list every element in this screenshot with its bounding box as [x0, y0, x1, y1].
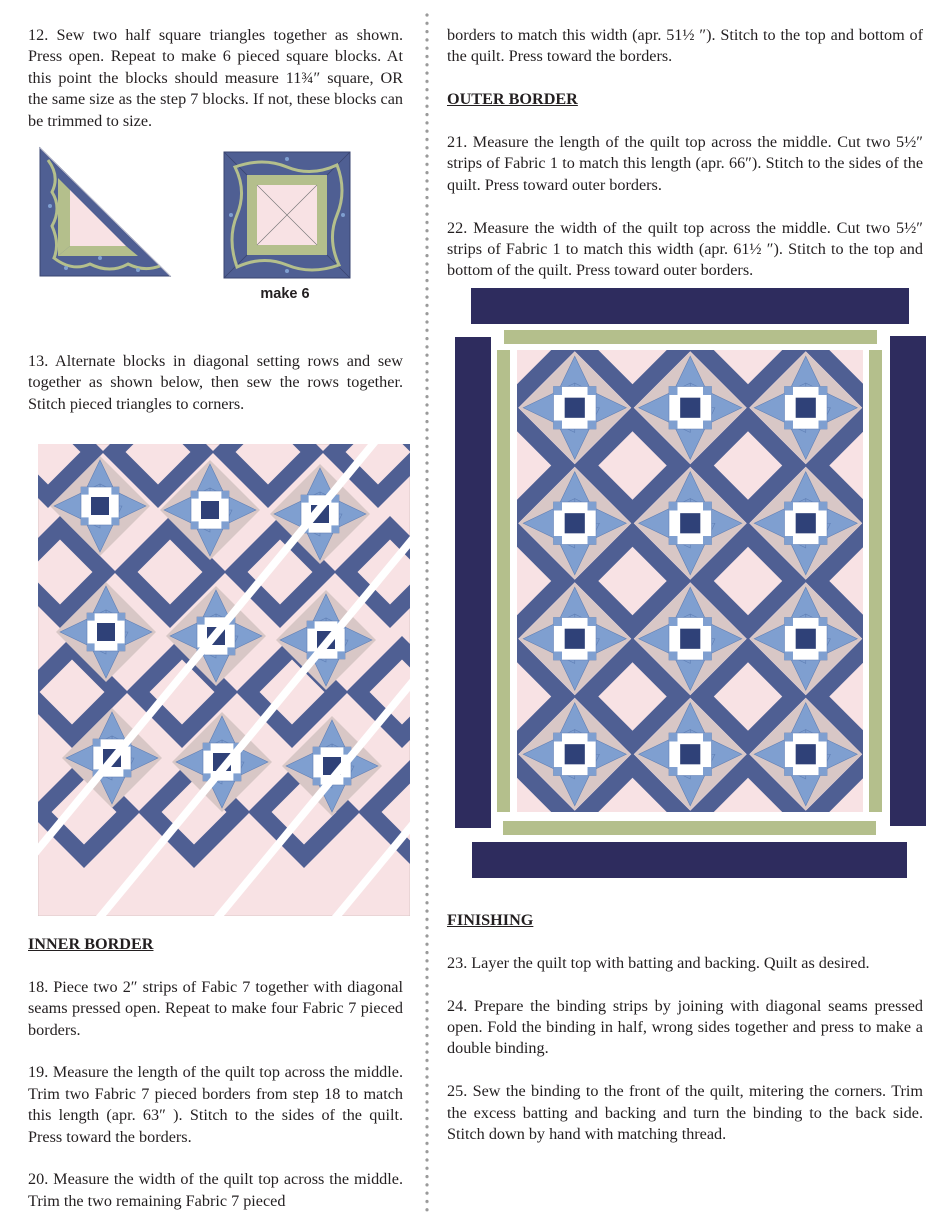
star-center [565, 513, 585, 533]
star-corner-square [703, 767, 712, 776]
inner-border-right [869, 350, 882, 812]
star-center [91, 497, 109, 515]
star-center [796, 744, 816, 764]
outer-border-bottom [472, 842, 907, 878]
outer-border-right [890, 336, 926, 826]
outer-border-left [455, 337, 491, 828]
star-corner-square [703, 733, 712, 742]
step-22: 22. Measure the width of the quilt top across the middle. Cut two 5½″ strips of Fabric 1 to match this width (apr. 61½ ″). Stitch to the top and bottom of the quilt. Press toward outer borders. [447, 218, 923, 280]
step-23: 23. Layer the quilt top with batting and backing. Quilt as desired. [447, 953, 870, 972]
star-corner-square [784, 386, 793, 395]
outer-border-heading: OUTER BORDER [447, 90, 578, 109]
inner-border-left [497, 350, 510, 812]
right-column [447, 25, 923, 282]
star-corner-square [553, 652, 562, 661]
finishing-section [447, 910, 923, 1145]
step-24: 24. Prepare the binding strips by joining with diagonal seams pressed open. Fold the binding in half, wrong sides together and press to make a double binding. [447, 996, 923, 1058]
star-corner-square [93, 739, 101, 747]
star-corner-square [784, 617, 793, 626]
star-corner-square [588, 421, 597, 430]
inner-border-section [28, 934, 403, 1212]
star-corner-square [191, 491, 199, 499]
star-corner-square [301, 495, 309, 503]
figure-label: make 6 [260, 286, 310, 302]
star-corner-square [703, 386, 712, 395]
star-center [97, 623, 115, 641]
star-corner-square [819, 536, 828, 545]
star-corner-square [819, 421, 828, 430]
star-corner-square [227, 647, 235, 655]
quilt-blocks [458, 291, 923, 871]
star-corner-square [703, 617, 712, 626]
star-center [680, 629, 700, 649]
star-corner-square [669, 536, 678, 545]
inner-border-bottom [503, 821, 876, 835]
star-corner-square [588, 652, 597, 661]
star-corner-square [819, 733, 828, 742]
step-18: 18. Piece two 2″ strips of Fabic 7 together with diagonal seams pressed open. Repeat to make four Fabric 7 pieced borders. [28, 977, 403, 1039]
star-corner-square [117, 613, 125, 621]
star-center [680, 513, 700, 533]
star-corner-square [111, 487, 119, 495]
left-column [28, 25, 403, 132]
star-corner-square [87, 613, 95, 621]
star-corner-square [784, 652, 793, 661]
star-corner-square [669, 502, 678, 511]
star-corner-square [669, 767, 678, 776]
step-20-continued: borders to match this width (apr. 51½ ″). Stitch to the top and bottom of the quilt. Press toward the borders. [447, 26, 923, 66]
star-corner-square [233, 773, 241, 781]
star-corner-square [819, 767, 828, 776]
star-corner-square [191, 521, 199, 529]
star-corner-square [784, 733, 793, 742]
star-center [680, 398, 700, 418]
star-corner-square [588, 733, 597, 742]
star-corner-square [703, 536, 712, 545]
star-corner-square [81, 487, 89, 495]
star-corner-square [123, 769, 131, 777]
star-center [201, 501, 219, 519]
star-corner-square [221, 521, 229, 529]
star-corner-square [307, 621, 315, 629]
star-corner-square [197, 617, 205, 625]
star-center [680, 744, 700, 764]
star-corner-square [117, 643, 125, 651]
star-corner-square [588, 386, 597, 395]
step-25: 25. Sew the binding to the front of the quilt, mitering the corners. Trim the excess batting and backing and turn the binding to the back side. Stitch down by hand with matching thread. [447, 1082, 923, 1144]
star-corner-square [313, 777, 321, 785]
star-corner-square [819, 386, 828, 395]
star-corner-square [588, 617, 597, 626]
star-corner-square [784, 502, 793, 511]
inner-border-heading: INNER BORDER [28, 935, 154, 953]
star-corner-square [588, 767, 597, 776]
step-19: 19. Measure the length of the quilt top across the middle. Trim two Fabric 7 pieced borders from step 18 to match this length (apr. 63″ ). Stitch to the sides of the quilt. Press toward the borders. [28, 1063, 403, 1146]
star-corner-square [553, 617, 562, 626]
star-corner-square [669, 421, 678, 430]
star-center [565, 744, 585, 764]
star-center [565, 629, 585, 649]
star-corner-square [588, 536, 597, 545]
star-corner-square [343, 777, 351, 785]
star-corner-square [203, 743, 211, 751]
star-corner-square [669, 386, 678, 395]
step-13-block [28, 351, 403, 415]
star-corner-square [81, 517, 89, 525]
star-corner-square [703, 652, 712, 661]
star-corner-square [784, 536, 793, 545]
star-corner-square [553, 502, 562, 511]
inner-border-top [504, 330, 877, 344]
star-corner-square [669, 733, 678, 742]
star-corner-square [553, 536, 562, 545]
star-corner-square [819, 617, 828, 626]
half-square-triangle-figure [38, 146, 172, 278]
star-corner-square [553, 386, 562, 395]
finishing-heading: FINISHING [447, 911, 534, 929]
star-center [796, 629, 816, 649]
star-corner-square [553, 733, 562, 742]
column-divider [424, 12, 430, 1212]
star-corner-square [819, 502, 828, 511]
step-12: 12. Sew two half square triangles together as shown. Press open. Repeat to make 6 pieced square blocks. At this point the blocks should measure 11¾″ square, OR the same size as the step 7 blocks. If not, these blocks can be trimmed to size. [28, 26, 403, 130]
star-corner-square [703, 502, 712, 511]
pieced-square-block-figure [223, 151, 351, 279]
star-corner-square [784, 421, 793, 430]
star-corner-square [703, 421, 712, 430]
star-corner-square [87, 643, 95, 651]
outer-border-top [471, 288, 909, 324]
star-corner-square [588, 502, 597, 511]
step-20: 20. Measure the width of the quilt top across the middle. Trim the two remaining Fabric 7 pieced [28, 1170, 403, 1210]
step-13: 13. Alternate blocks in diagonal setting rows and sew together as shown below, then sew the rows together. Stitch pieced triangles to corners. [28, 352, 403, 413]
diagonal-rows-figure [38, 444, 410, 916]
star-corner-square [784, 767, 793, 776]
star-corner-square [669, 617, 678, 626]
step-21: 21. Measure the length of the quilt top across the middle. Cut two 5½″ strips of Fabric 1 to match this length (apr. 66″). Stitch to the sides of the quilt. Press toward outer borders. [447, 133, 923, 194]
star-corner-square [337, 651, 345, 659]
star-corner-square [669, 652, 678, 661]
finished-quilt-figure [454, 286, 928, 880]
star-corner-square [553, 421, 562, 430]
star-center [796, 398, 816, 418]
star-corner-square [313, 747, 321, 755]
star-corner-square [819, 652, 828, 661]
star-center [565, 398, 585, 418]
star-corner-square [553, 767, 562, 776]
star-corner-square [331, 525, 339, 533]
star-corner-square [221, 491, 229, 499]
star-center [796, 513, 816, 533]
star-corner-square [111, 517, 119, 525]
